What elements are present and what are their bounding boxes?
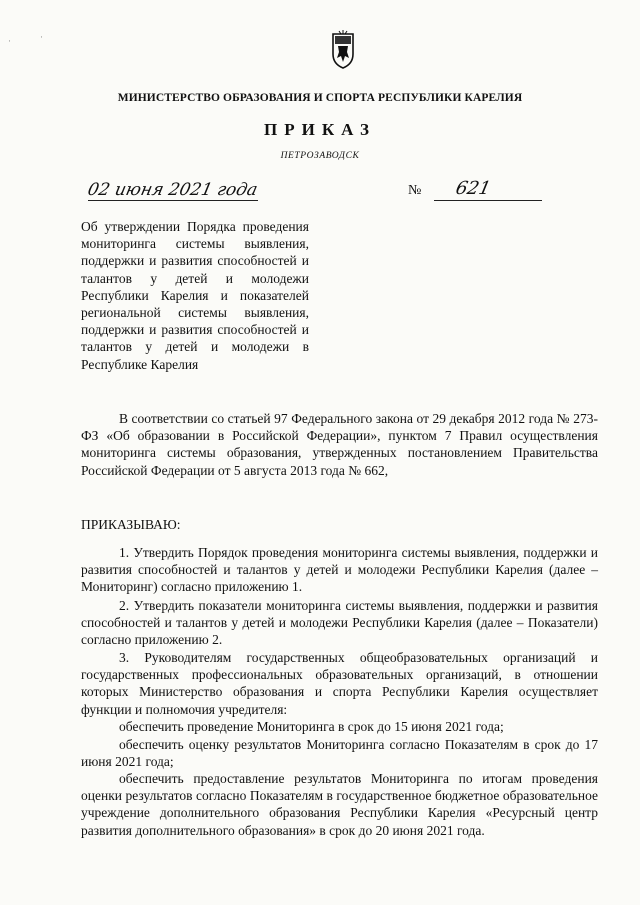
order-item-2: 2. Утвердить показатели мониторинга системы выявления, поддержки и развития способностей и талантов у детей и молодежи Республики Карелия (далее – Показатели) согласно приложению 2. xyxy=(81,598,598,648)
number-underline xyxy=(434,200,542,201)
order-item-3-subitem: обеспечить оценку результатов Мониторинга согласно Показателям в срок до 17 июня 2021 года; xyxy=(81,737,598,770)
scan-speck: · xyxy=(40,32,43,42)
document-type-title: ПРИКАЗ xyxy=(264,120,376,139)
order-item-3-subitem: обеспечить проведение Мониторинга в срок до 15 июня 2021 года; xyxy=(119,719,504,734)
karelia-coat-of-arms-icon xyxy=(330,30,356,70)
order-date-value: 02 июня 2021 года xyxy=(85,180,260,200)
number-sign: № xyxy=(408,183,422,198)
order-word: ПРИКАЗЫВАЮ: xyxy=(81,517,181,532)
scan-speck: · xyxy=(8,36,11,46)
order-subject: Об утверждении Порядка проведения мониторинга системы выявления, поддержки и развития способностей и талантов у детей и молодежи Республики Карелия и показателей региональной системы выявления, поддержки и развития способностей и талантов у детей и молодежи в Республике Карелия xyxy=(81,219,309,372)
order-item-3: 3. Руководителям государственных общеобразовательных организаций и государственных профессиональных образовательных организаций, в отношении которых Министерство образования и спорта Республики Карелия осуществляет функции и полномочия учредителя: xyxy=(81,650,598,717)
date-underline xyxy=(88,200,258,201)
order-item-1: 1. Утвердить Порядок проведения мониторинга системы выявления, поддержки и развития способностей и талантов у детей и молодежи Республики Карелия (далее – Мониторинг) согласно приложению 1. xyxy=(81,545,598,595)
order-number-value: 621 xyxy=(453,178,493,199)
ministry-name: МИНИСТЕРСТВО ОБРАЗОВАНИЯ И СПОРТА РЕСПУБЛИКИ КАРЕЛИЯ xyxy=(117,92,523,104)
order-date xyxy=(85,180,260,202)
order-item-3-subitem: обеспечить предоставление результатов Мониторинга по итогам проведения оценки результатов согласно Показателям в государственное бюджетное образовательное учреждение дополнительного образования Республики Карелия «Ресурсный центр развития дополнительного образования» в срок до 20 июня 2021 года. xyxy=(81,771,598,838)
order-number xyxy=(408,180,548,202)
city-name: ПЕТРОЗАВОДСК xyxy=(280,151,360,161)
preamble-paragraph: В соответствии со статьей 97 Федерального закона от 29 декабря 2012 года № 273-ФЗ «Об образовании в Российской Федерации», пунктом 7 Правил осуществления мониторинга системы образования, утвержденных постановлением Правительства Российской Федерации от 5 августа 2013 года № 662, xyxy=(81,411,598,478)
